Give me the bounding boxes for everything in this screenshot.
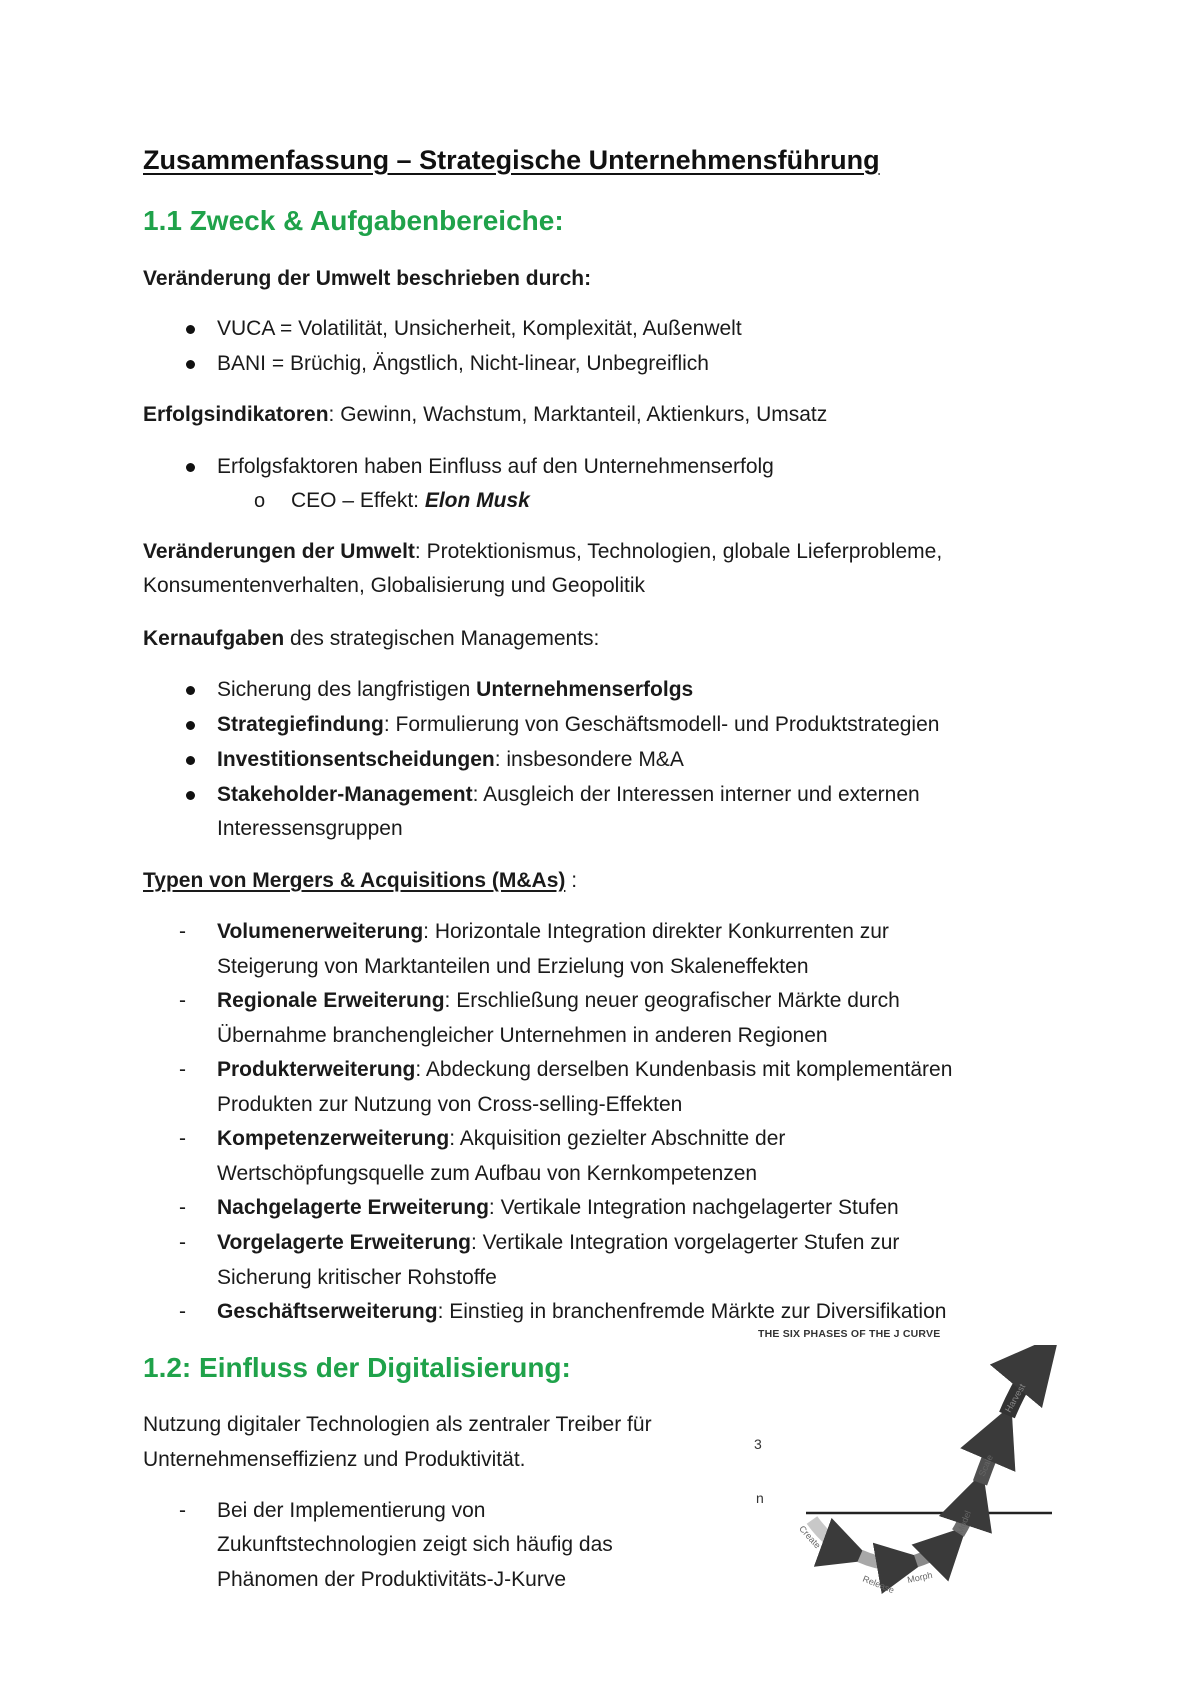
bullet-kern-4 bbox=[217, 778, 920, 812]
ma-item bbox=[217, 1191, 899, 1225]
sub-bullet-ceo bbox=[291, 484, 530, 518]
phase-arrow-morph bbox=[916, 1541, 952, 1561]
ma-item bbox=[217, 984, 900, 1018]
ma-item-text: : Vertikale Integration nachgelagerter Stufen bbox=[488, 1196, 899, 1219]
ceo-text: CEO – Effekt: bbox=[291, 489, 425, 512]
figure-caption: THE SIX PHASES OF THE J CURVE bbox=[758, 1328, 941, 1340]
k2-text: : Formulierung von Geschäftsmodell- und Produktstrategien bbox=[383, 713, 940, 736]
ma-item-bold: Produkterweiterung bbox=[217, 1058, 416, 1081]
bullet-vuca bbox=[217, 312, 742, 346]
s12-dash-item bbox=[217, 1494, 485, 1528]
ma-item bbox=[217, 1053, 952, 1087]
bani-text: BANI = Brüchig, Ängstlich, Nicht-linear, Unbegreiflich bbox=[217, 352, 709, 375]
veraend-text1: : Protektionismus, Technologien, globale Lieferprobleme, bbox=[414, 540, 943, 563]
phase-label: Morph bbox=[906, 1569, 934, 1585]
j-curve-figure bbox=[790, 1345, 1080, 1605]
k3-bold: Investitionsentscheidungen bbox=[217, 748, 495, 771]
erfolg-label: Erfolgsindikatoren bbox=[143, 403, 329, 426]
s12-paragraph-line-2: Unternehmenseffizienz und Produktivität. bbox=[143, 1448, 526, 1471]
figure-side-char: 3 bbox=[754, 1436, 762, 1452]
ma-item-bold: Geschäftserweiterung bbox=[217, 1300, 438, 1323]
bullet-kern-1 bbox=[217, 673, 693, 707]
veraenderungen-line-2: Konsumentenverhalten, Globalisierung und Geopolitik bbox=[143, 574, 645, 597]
bullet-bani bbox=[217, 347, 709, 381]
erfolg-text: : Gewinn, Wachstum, Marktanteil, Aktienkurs, Umsatz bbox=[328, 403, 828, 426]
ma-label: Typen von Mergers & Acquisitions (M&As) bbox=[143, 869, 566, 892]
section-heading-1-1: 1.1 Zweck & Aufgabenbereiche: bbox=[143, 205, 564, 236]
phase-label: Create bbox=[797, 1523, 823, 1551]
bullet-erfolgsfaktoren bbox=[217, 450, 774, 484]
ma-item-text: : Akquisition gezielter Abschnitte der bbox=[449, 1127, 786, 1150]
ma-item bbox=[217, 1226, 899, 1260]
ma-heading bbox=[143, 864, 577, 898]
ma-item-bold: Volumenerweiterung bbox=[217, 920, 424, 943]
k1-bold: Unternehmenserfolgs bbox=[476, 678, 694, 701]
kern-label: Kernaufgaben bbox=[143, 627, 285, 650]
s12-dash-item-cont: Zukunftstechnologien zeigt sich häufig das bbox=[217, 1533, 613, 1556]
page-title: Zusammenfassung – Strategische Unternehmensführung bbox=[143, 145, 880, 175]
ma-item-text: : Vertikale Integration vorgelagerter Stufen zur bbox=[471, 1231, 900, 1254]
phase-label: Release bbox=[861, 1573, 896, 1596]
phase-arrow-release bbox=[860, 1556, 908, 1564]
phase-label: Harvest bbox=[1003, 1382, 1028, 1414]
veraend-label: Veränderungen der Umwelt bbox=[143, 540, 415, 563]
phase-label: Scale bbox=[976, 1453, 995, 1478]
erfolgsfaktoren-text: Erfolgsfaktoren haben Einfluss auf den Unternehmenserfolg bbox=[217, 455, 774, 478]
ma-item-text: : Erschließung neuer geografischer Märkte durch bbox=[444, 989, 900, 1012]
ma-item-text: : Horizontale Integration direkter Konkurrenten zur bbox=[423, 920, 889, 943]
ma-item-cont: Steigerung von Marktanteilen und Erzielung von Skaleneffekten bbox=[217, 955, 809, 978]
k3-text: : insbesondere M&A bbox=[494, 748, 684, 771]
ma-item-cont: Produkten zur Nutzung von Cross-selling-Effekten bbox=[217, 1093, 683, 1116]
s12-paragraph-line-1: Nutzung digitaler Technologien als zentraler Treiber für bbox=[143, 1413, 652, 1436]
ma-suffix: : bbox=[565, 869, 578, 892]
ceo-name: Elon Musk bbox=[424, 489, 530, 512]
k2-bold: Strategiefindung bbox=[217, 713, 384, 736]
bullet-kern-2 bbox=[217, 708, 939, 742]
erfolgsindikatoren-line bbox=[143, 398, 827, 432]
ma-item-cont: Übernahme branchengleicher Unternehmen in anderen Regionen bbox=[217, 1024, 828, 1047]
ma-item-bold: Nachgelagerte Erweiterung bbox=[217, 1196, 489, 1219]
bullet-kern-3 bbox=[217, 743, 684, 777]
ma-item-cont: Sicherung kritischer Rohstoffe bbox=[217, 1266, 497, 1289]
umwelt-label: Veränderung der Umwelt beschrieben durch: bbox=[143, 267, 592, 290]
ma-item bbox=[217, 1295, 946, 1329]
kernaufgaben-line bbox=[143, 622, 599, 656]
vuca-text: VUCA = Volatilität, Unsicherheit, Komplexität, Außenwelt bbox=[217, 317, 742, 340]
k4-bold: Stakeholder-Management bbox=[217, 783, 473, 806]
ma-item-bold: Regionale Erweiterung bbox=[217, 989, 445, 1012]
veraenderungen-line-1 bbox=[143, 535, 942, 569]
ma-item-text: : Einstieg in branchenfremde Märkte zur Diversifikation bbox=[437, 1300, 947, 1323]
ma-item bbox=[217, 1122, 785, 1156]
ma-item bbox=[217, 915, 889, 949]
kern-text: des strategischen Managements: bbox=[284, 627, 600, 650]
ma-item-text: : Abdeckung derselben Kundenbasis mit komplementären bbox=[415, 1058, 953, 1081]
ma-item-bold: Kompetenzerweiterung bbox=[217, 1127, 450, 1150]
k4-text: : Ausgleich der Interessen interner und externen bbox=[472, 783, 920, 806]
section-heading-1-2: 1.2: Einfluss der Digitalisierung: bbox=[143, 1352, 571, 1383]
s12-dash-item-cont: Phänomen der Produktivitäts-J-Kurve bbox=[217, 1568, 566, 1591]
ma-item-cont: Wertschöpfungsquelle zum Aufbau von Kernkompetenzen bbox=[217, 1162, 758, 1185]
s12-dash-text: Bei der Implementierung von bbox=[217, 1499, 486, 1522]
phase-arrow-create bbox=[812, 1520, 852, 1553]
bullet-kern-4-cont: Interessensgruppen bbox=[217, 817, 403, 840]
figure-side-char: n bbox=[756, 1490, 764, 1506]
k1-text: Sicherung des langfristigen bbox=[217, 678, 477, 701]
ma-item-bold: Vorgelagerte Erweiterung bbox=[217, 1231, 472, 1254]
phase-label: Model bbox=[954, 1509, 974, 1536]
